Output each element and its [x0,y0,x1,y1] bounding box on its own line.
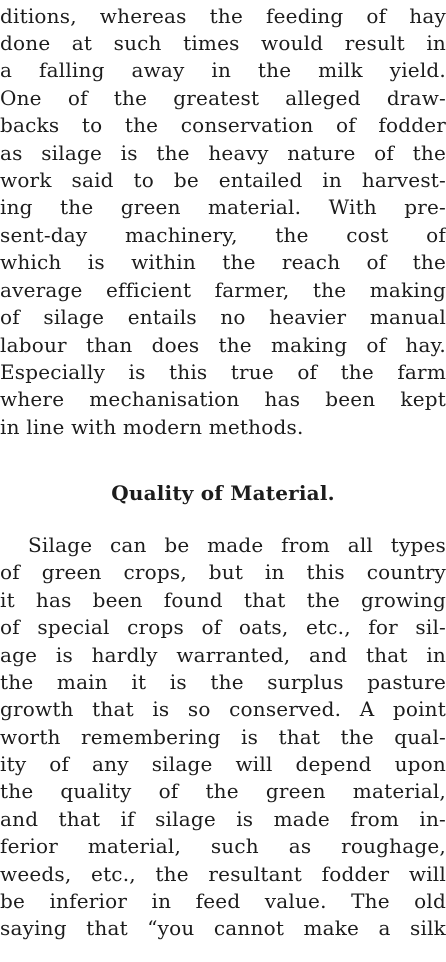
paragraph-1-line: where mechanisation has been kept [0,387,446,411]
paragraph-2-line: and that if silage is made from in- [0,807,446,831]
paragraph-1-line: ditions, whereas the feeding of hay [0,4,446,28]
paragraph-1-line: ing the green material. With pre- [0,195,446,219]
paragraph-1-line: work said to be entailed in harvest- [0,168,446,192]
paragraph-2-line: the quality of the green material, [0,779,446,803]
paragraph-1-line: as silage is the heavy nature of the [0,141,446,165]
paragraph-2-line: Silage can be made from all types [28,533,446,557]
paragraph-1-line: of silage entails no heavier manual [0,305,446,329]
paragraph-2-line: weeds, etc., the resultant fodder will [0,862,446,886]
paragraph-1-line: which is within the reach of the [0,250,446,274]
paragraph-2-line: worth remembering is that the qual- [0,725,446,749]
paragraph-2-line: be inferior in feed value. The old [0,889,446,913]
paragraph-2-line: the main it is the surplus pasture [0,670,446,694]
paragraph-1-line: Especially is this true of the farm [0,360,446,384]
paragraph-1-line: backs to the conservation of fodder [0,113,446,137]
paragraph-1-line: labour than does the making of hay. [0,333,446,357]
paragraph-2-line: of special crops of oats, etc., for sil- [0,615,446,639]
paragraph-2-line: age is hardly warranted, and that in [0,643,446,667]
paragraph-2-line: of green crops, but in this country [0,560,446,584]
paragraph-2-line: saying that “you cannot make a silk [0,916,446,940]
paragraph-1-line: a falling away in the milk yield. [0,58,446,82]
paragraph-1-line: in line with modern methods. [0,415,304,439]
paragraph-1-line: sent-day machinery, the cost of [0,223,446,247]
paragraph-2-line: it has been found that the growing [0,588,446,612]
paragraph-2-line: growth that is so conserved. A point [0,697,446,721]
paragraph-1-line: One of the greatest alleged draw- [0,86,446,110]
paragraph-1-line: done at such times would result in [0,31,446,55]
paragraph-1-line: average efficient farmer, the making [0,278,446,302]
section-heading: Quality of Material. [111,481,335,505]
paragraph-2-line: ity of any silage will depend upon [0,752,446,776]
paragraph-2-line: ferior material, such as roughage, [0,834,446,858]
